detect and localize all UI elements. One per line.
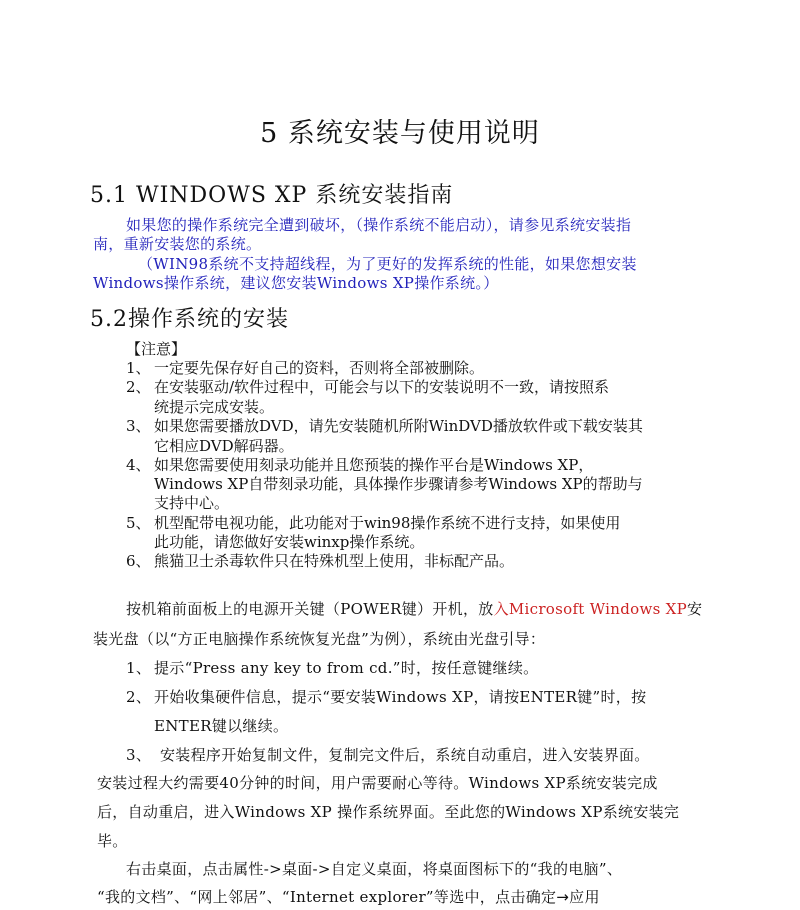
step-number: 3、 [126, 746, 152, 764]
page-title: 5 系统安装与使用说明 [260, 118, 540, 149]
step-text-continued: ENTER键以继续。 [154, 717, 289, 735]
note-label: 【注意】 [126, 340, 187, 358]
list-item-number: 3、 [126, 417, 151, 435]
list-item-continued: 此功能，请您做好安装winxp操作系统。 [154, 533, 425, 551]
list-item-continued: 它相应DVD解码器。 [154, 437, 294, 455]
section-heading-5-1: 5.1 WINDOWS XP 系统安装指南 [90, 183, 454, 208]
install-duration-line-2: 后，自动重启，进入Windows XP 操作系统界面。至此您的Windows XP系统安装完 [97, 803, 680, 821]
step-number: 1、 [126, 659, 152, 677]
boot-paragraph-line-1: 按机箱前面板上的电源开关键（POWER键）开机，放入Microsoft Windows XP安 [126, 600, 703, 618]
install-duration-line-1: 安装过程大约需要40分钟的时间，用户需要耐心等待。Windows XP系统安装完成 [97, 774, 658, 792]
list-item-number: 1、 [126, 359, 151, 377]
list-item-number: 4、 [126, 456, 151, 474]
install-duration-line-3: 毕。 [97, 832, 128, 850]
intro-paragraph-line-2: 南，重新安装您的系统。 [93, 235, 262, 253]
right-arrow-icon: → [556, 888, 570, 906]
section-heading-5-2: 5.2操作系统的安装 [90, 307, 289, 332]
step-text: 开始收集硬件信息，提示“要安装Windows XP，请按ENTER键”时，按 [154, 688, 647, 706]
step-number: 2、 [126, 688, 152, 706]
list-item-continued: 支持中心。 [154, 494, 230, 512]
list-item-number: 6、 [126, 552, 151, 570]
list-item: 在安装驱动/软件过程中，可能会与以下的安装说明不一致，请按照系 [154, 378, 610, 396]
list-item-number: 2、 [126, 378, 151, 396]
intro-note-line-2: Windows操作系统，建议您安装Windows XP操作系统。） [93, 274, 499, 292]
list-item: 如果您需要使用刻录功能并且您预装的操作平台是Windows XP， [154, 456, 594, 474]
list-item-continued: 统提示完成安装。 [154, 398, 275, 416]
desktop-icons-line-2: “我的文档”、“网上邻居”、“Internet explorer”等选中，点击确定→应用 [97, 888, 600, 906]
list-item: 机型配带电视功能，此功能对于win98操作系统不进行支持，如果使用 [154, 514, 621, 532]
list-item: 如果您需要播放DVD，请先安装随机所附WinDVD播放软件或下载安装其 [154, 417, 643, 435]
product-name-highlight: 入Microsoft Windows XP [493, 600, 688, 618]
list-item-continued: Windows XP自带刻录功能，具体操作步骤请参考Windows XP的帮助与 [154, 475, 643, 493]
boot-paragraph-line-2: 装光盘（以“方正电脑操作系统恢复光盘”为例），系统由光盘引导： [93, 630, 546, 648]
desktop-icons-line-1: 右击桌面，点击属性->桌面->自定义桌面，将桌面图标下的“我的电脑”、 [126, 860, 623, 878]
list-item: 熊猫卫士杀毒软件只在特殊机型上使用，非标配产品。 [154, 552, 515, 570]
list-item: 一定要先保存好自己的资料，否则将全部被删除。 [154, 359, 485, 377]
step-text: 安装程序开始复制文件，复制完文件后，系统自动重启，进入安装界面。 [160, 746, 650, 764]
list-item-number: 5、 [126, 514, 151, 532]
intro-paragraph-line-1: 如果您的操作系统完全遭到破坏，（操作系统不能启动），请参见系统安装指 [126, 216, 632, 234]
step-text: 提示“Press any key to from cd.”时，按任意键继续。 [154, 659, 539, 677]
intro-note-line-1: （WIN98系统不支持超线程，为了更好的发挥系统的性能，如果您想安装 [138, 255, 637, 273]
